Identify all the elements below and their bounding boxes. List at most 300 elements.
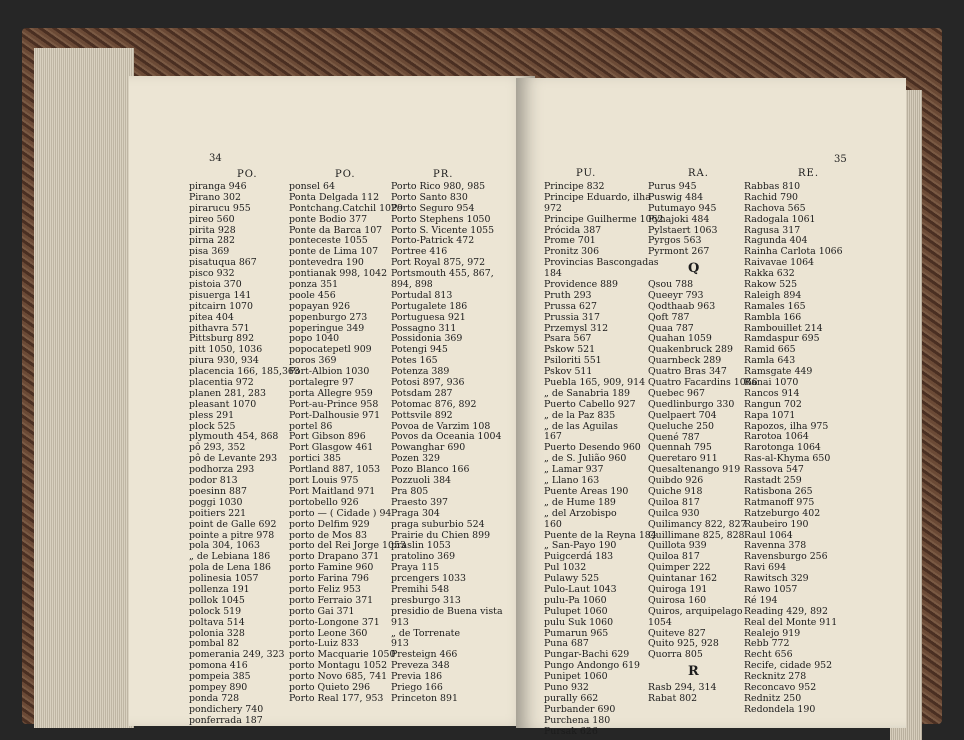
left-page-number: 34 — [209, 153, 222, 164]
index-entry: Rabat 802 — [648, 692, 698, 704]
index-entry: pola de Lena 186 — [189, 562, 272, 574]
right-column-3 — [744, 182, 843, 716]
index-entry: pointe a pitre 978 — [189, 529, 275, 541]
index-entry: prcengers 1033 — [391, 573, 466, 585]
index-entry: Principe Guilherme 1062 — [544, 213, 664, 225]
index-entry: „ de Hume 189 — [544, 496, 616, 508]
index-entry: ponte Bodio 377 — [289, 213, 368, 225]
index-entry: point de Galle 692 — [189, 518, 277, 530]
index-entry: Ratisbona 265 — [744, 485, 813, 497]
index-entry: porto Drapano 371 — [289, 551, 380, 563]
index-entry: Rebb 772 — [744, 638, 790, 650]
index-entry: pithavra 571 — [189, 322, 250, 334]
index-entry: Rarotoa 1064 — [744, 431, 809, 443]
index-entry: Purbander 690 — [544, 703, 616, 715]
index-entry: Port-Albion 1030 — [289, 366, 370, 378]
index-entry: pompeia 385 — [189, 671, 251, 683]
index-entry: Ravensburgo 256 — [744, 551, 828, 563]
index-entry: Rambla 166 — [744, 311, 802, 323]
index-entry: Pozo Blanco 166 — [391, 464, 470, 476]
index-entry: pisatuqua 867 — [189, 257, 257, 269]
index-entry: porto Gai 371 — [289, 605, 355, 617]
page-edges-left — [34, 48, 134, 728]
right-column-1 — [544, 182, 663, 737]
index-entry: Ré 194 — [744, 594, 778, 606]
index-entry: pisuerga 141 — [189, 289, 252, 301]
index-entry: Pumarun 965 — [544, 627, 609, 639]
index-entry: Port-Dalhousie 971 — [289, 409, 381, 421]
index-entry: ponferrada 187 — [189, 714, 263, 726]
index-entry: 913 — [391, 616, 409, 628]
open-book — [22, 28, 942, 737]
index-entry: Porto Rico 980, 985 — [391, 181, 486, 192]
index-entry: Porto-Patrick 472 — [391, 235, 475, 247]
index-entry: Pottsvile 892 — [391, 409, 453, 421]
index-entry: Quakenbruck 289 — [648, 344, 733, 356]
index-entry: Rabbas 810 — [744, 181, 801, 192]
index-entry: Quiloa 817 — [648, 496, 700, 508]
index-entry: Portland 887, 1053 — [289, 464, 381, 476]
index-entry: Praesto 397 — [391, 496, 449, 508]
index-entry: 972 — [544, 202, 562, 214]
index-entry: Possidonia 369 — [391, 333, 463, 345]
index-entry: Pulawy 525 — [544, 573, 600, 585]
index-entry: Reading 429, 892 — [744, 605, 828, 617]
index-entry: Quiloa 817 — [648, 551, 700, 563]
index-entry: Porto Real 177, 953 — [289, 692, 384, 704]
index-entry: Puente Areas 190 — [544, 485, 629, 497]
index-entry: Rapozos, ilha 975 — [744, 420, 829, 432]
index-entry: Queeyr 793 — [648, 289, 704, 301]
index-entry: porto del Rei Jorge 1053 — [289, 540, 406, 552]
index-entry: pomona 416 — [189, 660, 248, 672]
index-entry: Reconcavo 952 — [744, 681, 817, 693]
index-entry: porto Ferraio 371 — [289, 594, 374, 606]
index-entry: Pskov 511 — [544, 366, 593, 378]
index-entry: Rawo 1057 — [744, 583, 798, 595]
index-entry: pondichery 740 — [189, 703, 264, 715]
index-entry: Quiros, arquipelago — [648, 605, 743, 617]
index-entry: Quillota 939 — [648, 540, 707, 552]
index-entry: Pontchang.Catchil 1029 — [289, 202, 403, 214]
index-entry: popo 1040 — [289, 333, 340, 345]
left-column-1 — [189, 182, 300, 727]
index-entry: Qoft 787 — [648, 311, 690, 323]
index-entry: Rassova 547 — [744, 464, 804, 476]
index-entry: Potenza 389 — [391, 366, 450, 378]
index-entry: ponteceste 1055 — [289, 235, 368, 247]
index-entry: polinesia 1057 — [189, 573, 259, 585]
index-entry: Raleigh 894 — [744, 289, 802, 301]
index-entry: Pylstaert 1063 — [648, 224, 718, 236]
index-entry: pitt 1050, 1036 — [189, 344, 263, 356]
index-entry: Rangun 702 — [744, 398, 802, 410]
index-entry: poperingue 349 — [289, 322, 365, 334]
index-entry: ponte de Lima 107 — [289, 246, 379, 258]
index-entry: Quaa 787 — [648, 322, 694, 334]
index-entry: Port Royal 875, 972 — [391, 257, 486, 269]
index-entry: Rachova 565 — [744, 202, 806, 214]
index-entry: Rancos 914 — [744, 387, 800, 399]
index-entry: Ravenna 378 — [744, 540, 807, 552]
index-entry: Recife, cidade 952 — [744, 660, 833, 672]
index-entry: Purchena 180 — [544, 714, 611, 726]
index-entry: „ de Lebiana 186 — [189, 551, 271, 563]
index-entry: Quelpaert 704 — [648, 409, 717, 421]
index-entry: Pulo-Laut 1043 — [544, 583, 617, 595]
index-entry: pratolino 369 — [391, 551, 456, 563]
index-entry: porto Famine 960 — [289, 562, 374, 574]
index-entry: porto Novo 685, 741 — [289, 671, 388, 683]
index-entry: poole 456 — [289, 289, 336, 301]
index-entry: pitea 404 — [189, 311, 234, 323]
index-entry: Puebla 165, 909, 914 — [544, 377, 646, 389]
index-entry: Powanghar 690 — [391, 442, 466, 454]
index-entry: pontianak 998, 1042 — [289, 268, 388, 280]
index-entry: Quillimane 825, 828 — [648, 529, 745, 541]
index-entry: Ras-al-Khyma 650 — [744, 453, 831, 465]
index-entry: Raul 1064 — [744, 529, 793, 541]
index-entry: Queretaro 911 — [648, 453, 718, 465]
index-entry: Radogala 1061 — [744, 213, 816, 225]
index-entry: pompey 890 — [189, 681, 248, 693]
index-entry: Rastadt 259 — [744, 475, 802, 487]
left-header-1: PO. — [237, 169, 258, 180]
index-entry: pollok 1045 — [189, 594, 245, 606]
index-entry: praslin 1053 — [391, 540, 451, 552]
index-entry: Quiteve 827 — [648, 627, 706, 639]
index-entry: Quintanar 162 — [648, 573, 718, 585]
index-entry: „ de las Aguilas — [544, 420, 618, 432]
index-entry: porto Farina 796 — [289, 573, 369, 585]
index-entry: portel 86 — [289, 420, 333, 432]
index-entry: Pyrgos 563 — [648, 235, 702, 247]
index-entry: Pittsburg 892 — [189, 333, 255, 345]
index-entry: Recht 656 — [744, 649, 793, 661]
index-entry: Puswig 484 — [648, 191, 704, 203]
index-entry: Porto Seguro 954 — [391, 202, 475, 214]
index-entry: Rapa 1071 — [744, 409, 796, 421]
index-entry: Ragusa 317 — [744, 224, 801, 236]
index-entry: 160 — [544, 518, 562, 530]
index-entry: Port Gibson 896 — [289, 431, 366, 443]
index-entry: pistoia 370 — [189, 279, 242, 291]
index-entry: Port Glasgow 461 — [289, 442, 374, 454]
index-entry: Quedlinburgo 330 — [648, 398, 735, 410]
index-entry: Pruth 293 — [544, 289, 592, 301]
index-entry: poros 369 — [289, 355, 337, 367]
index-entry: Prairie du Chien 899 — [391, 529, 491, 541]
index-entry: Ponte da Barca 107 — [289, 224, 383, 236]
index-entry: poggi 1030 — [189, 496, 243, 508]
index-entry: Ramsgate 449 — [744, 366, 813, 378]
index-entry: popocatepetl 909 — [289, 344, 372, 356]
index-entry: portalegre 97 — [289, 377, 354, 389]
index-entry: Ramales 165 — [744, 300, 806, 312]
index-entry: 913 — [391, 638, 409, 650]
index-entry: Ramla 643 — [744, 355, 796, 367]
index-entry: popayan 926 — [289, 300, 351, 312]
index-entry: poesinn 887 — [189, 485, 247, 497]
index-entry: pô de Levante 293 — [189, 453, 278, 465]
index-entry: Preveza 348 — [391, 660, 450, 672]
index-entry: Potengi 945 — [391, 344, 448, 356]
index-entry: Quito 925, 928 — [648, 638, 719, 650]
index-entry: Psara 567 — [544, 333, 592, 345]
index-entry: poitiers 221 — [189, 507, 247, 519]
index-entry: „ Llano 163 — [544, 475, 600, 487]
index-entry: piranga 946 — [189, 181, 247, 192]
right-page-number: 35 — [834, 154, 847, 165]
index-entry: pulu Suk 1060 — [544, 616, 614, 628]
index-entry: porta Allegre 959 — [289, 387, 373, 399]
index-entry: plock 525 — [189, 420, 236, 432]
index-entry: Pyrmont 267 — [648, 246, 710, 258]
index-entry: pisco 932 — [189, 268, 235, 280]
index-entry: pleasant 1070 — [189, 398, 257, 410]
index-entry: pless 291 — [189, 409, 235, 421]
index-entry: plymouth 454, 868 — [189, 431, 279, 443]
index-entry: Pozen 329 — [391, 453, 440, 465]
index-entry: Ratmanoff 975 — [744, 496, 815, 508]
index-entry: pô 293, 352 — [189, 442, 246, 454]
index-entry: podhorza 293 — [189, 464, 255, 476]
index-entry: Portsmouth 455, 867, — [391, 268, 494, 280]
index-entry: Rednitz 250 — [744, 692, 802, 704]
index-entry: Quené 787 — [648, 431, 700, 443]
left-page — [129, 76, 535, 726]
index-entry: Redondela 190 — [744, 703, 816, 715]
index-entry: Quarnbeck 289 — [648, 355, 722, 367]
index-entry: Quorra 805 — [648, 649, 703, 661]
index-entry: portobello 926 — [289, 496, 359, 508]
index-entry: Pyhajoki 484 — [648, 213, 710, 225]
right-header-3: RE. — [798, 168, 820, 179]
index-entry: 894, 898 — [391, 279, 433, 291]
index-entry: Rarotonga 1064 — [744, 442, 821, 454]
index-entry: „ de la Paz 835 — [544, 409, 616, 421]
index-entry: Ratzeburgo 402 — [744, 507, 821, 519]
left-header-2: PO. — [335, 169, 356, 180]
index-entry: portici 385 — [289, 453, 342, 465]
index-entry: Puigcerdá 183 — [544, 551, 614, 563]
index-entry: porto-Longone 371 — [289, 616, 380, 628]
index-entry: Prussa 627 — [544, 300, 597, 312]
index-entry: Punipet 1060 — [544, 671, 608, 683]
index-entry: porto-Luiz 833 — [289, 638, 359, 650]
index-entry: Povoa de Varzim 108 — [391, 420, 491, 432]
index-entry: Princeton 891 — [391, 692, 458, 704]
index-entry: Quebec 967 — [648, 387, 705, 399]
index-entry: 167 — [544, 431, 562, 443]
index-entry: poltava 514 — [189, 616, 245, 628]
index-entry: polonia 328 — [189, 627, 245, 639]
index-entry: Raivavae 1064 — [744, 257, 815, 269]
index-entry: Portudal 813 — [391, 289, 453, 301]
index-entry: porto Leone 360 — [289, 627, 368, 639]
right-header-1: PU. — [576, 168, 597, 179]
index-entry: Ragunda 404 — [744, 235, 808, 247]
index-entry: Pulupet 1060 — [544, 605, 608, 617]
index-entry: ponda 728 — [189, 692, 240, 704]
index-entry: Rainha Carlota 1066 — [744, 246, 843, 258]
index-entry: presburgo 313 — [391, 594, 461, 606]
index-entry: podor 813 — [189, 475, 238, 487]
index-entry: Rachid 790 — [744, 191, 799, 203]
index-entry: planen 281, 283 — [189, 387, 266, 399]
index-entry: Praga 304 — [391, 507, 440, 519]
index-entry: Quilimancy 822, 827 — [648, 518, 747, 530]
right-column-2 — [648, 182, 758, 705]
index-entry: Przemysl 312 — [544, 322, 609, 334]
index-entry: Q — [688, 261, 700, 277]
index-entry: Quatro Bras 347 — [648, 366, 727, 378]
index-entry: Prócida 387 — [544, 224, 602, 236]
index-entry: placencia 166, 185,363 — [189, 366, 300, 378]
index-entry: piura 930, 934 — [189, 355, 259, 367]
index-entry: Quahan 1059 — [648, 333, 712, 345]
index-entry: Ranai 1070 — [744, 377, 799, 389]
index-entry: Pra 805 — [391, 485, 429, 497]
index-entry: placentia 972 — [189, 377, 254, 389]
index-entry: „ Lamar 937 — [544, 464, 604, 476]
index-entry: pollenza 191 — [189, 583, 250, 595]
index-entry: Potosi 897, 936 — [391, 377, 465, 389]
right-page — [516, 78, 906, 737]
index-entry: Presteign 466 — [391, 649, 458, 661]
index-entry: Porto S. Vicente 1055 — [391, 224, 495, 236]
index-entry: Port-au-Prince 958 — [289, 398, 379, 410]
index-entry: pisa 369 — [189, 246, 230, 258]
index-entry: Quilca 930 — [648, 507, 700, 519]
index-entry: pitcairn 1070 — [189, 300, 253, 312]
index-entry: popenburgo 273 — [289, 311, 368, 323]
index-entry: Puna 687 — [544, 638, 589, 650]
index-entry: pirarucu 955 — [189, 202, 251, 214]
index-entry: Qsou 788 — [648, 279, 694, 291]
index-entry: Portuguesa 921 — [391, 311, 466, 323]
index-entry: Puente de la Reyna 184 — [544, 529, 657, 541]
index-entry: pirita 928 — [189, 224, 236, 236]
index-entry: Port Maitland 971 — [289, 485, 376, 497]
index-entry: port Louis 975 — [289, 475, 359, 487]
index-entry: Povos da Oceania 1004 — [391, 431, 502, 443]
left-header-3: PR. — [433, 169, 454, 180]
index-entry: Quiroga 191 — [648, 583, 708, 595]
index-entry: „ de S. Julião 960 — [544, 453, 627, 465]
index-entry: Queluche 250 — [648, 420, 715, 432]
index-entry: Providence 889 — [544, 279, 618, 291]
index-entry: „ de Sanabria 189 — [544, 387, 630, 399]
index-entry: Rakka 632 — [744, 268, 795, 280]
left-column-3 — [391, 182, 503, 705]
index-entry: Pozzuoli 384 — [391, 475, 452, 487]
index-entry: pombal 82 — [189, 638, 240, 650]
index-entry: Prussia 317 — [544, 311, 600, 323]
index-entry: porto Feliz 953 — [289, 583, 361, 595]
index-entry: Ramid 665 — [744, 344, 796, 356]
index-entry: Principe 832 — [544, 181, 605, 192]
index-entry: Quennah 795 — [648, 442, 712, 454]
index-entry: Quimper 222 — [648, 562, 711, 574]
index-entry: „ San-Payo 190 — [544, 540, 617, 552]
index-entry: Ponta Delgada 112 — [289, 191, 380, 203]
index-entry: Potsdam 287 — [391, 387, 453, 399]
index-entry: „ del Arzobispo — [544, 507, 617, 519]
index-entry: Rakow 525 — [744, 279, 798, 291]
index-entry: Ravi 694 — [744, 562, 787, 574]
index-entry: Prome 701 — [544, 235, 596, 247]
index-entry: ponza 351 — [289, 279, 339, 291]
index-entry: Potomac 876, 892 — [391, 398, 477, 410]
index-entry: Quesaltenango 919 — [648, 464, 741, 476]
index-entry: pola 304, 1063 — [189, 540, 260, 552]
index-entry: Qodthaab 963 — [648, 300, 716, 312]
index-entry: praga suburbio 524 — [391, 518, 485, 530]
index-entry: Pirano 302 — [189, 191, 241, 203]
index-entry: Psiloriti 551 — [544, 355, 602, 367]
index-entry: Porto Santo 830 — [391, 191, 468, 203]
index-entry: Possagno 311 — [391, 322, 457, 334]
index-entry: R — [688, 664, 699, 680]
index-entry: purally 662 — [544, 692, 599, 704]
index-entry: porto Macquarie 1050 — [289, 649, 396, 661]
index-entry: Pskow 521 — [544, 344, 596, 356]
index-entry: Rasb 294, 314 — [648, 682, 717, 693]
index-entry: Principe Eduardo, ilha — [544, 191, 651, 203]
index-entry: Praya 115 — [391, 562, 440, 574]
index-entry: Rambouillet 214 — [744, 322, 823, 334]
index-entry: 184 — [544, 268, 562, 280]
index-entry: Puerto Desendo 960 — [544, 442, 641, 454]
index-entry: Quatro Facardins 1066 — [648, 377, 758, 389]
index-entry: Purus 945 — [648, 181, 697, 192]
index-entry: Pungo Andongo 619 — [544, 660, 641, 672]
index-entry: pomerania 249, 323 — [189, 649, 285, 661]
index-entry: Premihi 548 — [391, 583, 450, 595]
index-entry: porto de Mos 83 — [289, 529, 368, 541]
index-entry: pontevedra 190 — [289, 257, 364, 269]
index-entry: porto — ( Cidade ) 94 — [289, 507, 392, 519]
index-entry: Real del Monte 911 — [744, 616, 838, 628]
index-entry: ponsel 64 — [289, 181, 335, 192]
index-entry: Realejo 919 — [744, 627, 801, 639]
index-entry: Pungar-Bachi 629 — [544, 649, 630, 661]
index-entry: Previa 186 — [391, 671, 443, 683]
index-entry: Rawitsch 329 — [744, 573, 809, 585]
index-entry: 1054 — [648, 616, 672, 628]
index-entry: pulu-Pa 1060 — [544, 594, 607, 606]
index-entry: Quirosa 160 — [648, 594, 707, 606]
index-entry: Ramdaspur 695 — [744, 333, 820, 345]
index-entry: porto Quieto 296 — [289, 681, 371, 693]
right-header-2: RA. — [688, 168, 709, 179]
index-entry: Quiche 918 — [648, 485, 703, 497]
index-entry: pirna 282 — [189, 235, 235, 247]
index-entry: pireo 560 — [189, 213, 235, 225]
index-entry: porto Montagu 1052 — [289, 660, 388, 672]
index-entry: Priego 166 — [391, 681, 443, 693]
index-entry: Quibdo 926 — [648, 475, 704, 487]
left-column-2 — [289, 182, 406, 705]
index-entry: Provincias Bascongadas — [544, 257, 659, 269]
index-entry: Puerto Cabello 927 — [544, 398, 636, 410]
index-entry: Pronitz 306 — [544, 246, 600, 258]
index-entry: Raubeiro 190 — [744, 518, 809, 530]
index-entry: Putumayo 945 — [648, 202, 717, 214]
index-entry: Pursak 626 — [544, 725, 598, 737]
index-entry: presidio de Buena vista — [391, 605, 503, 617]
